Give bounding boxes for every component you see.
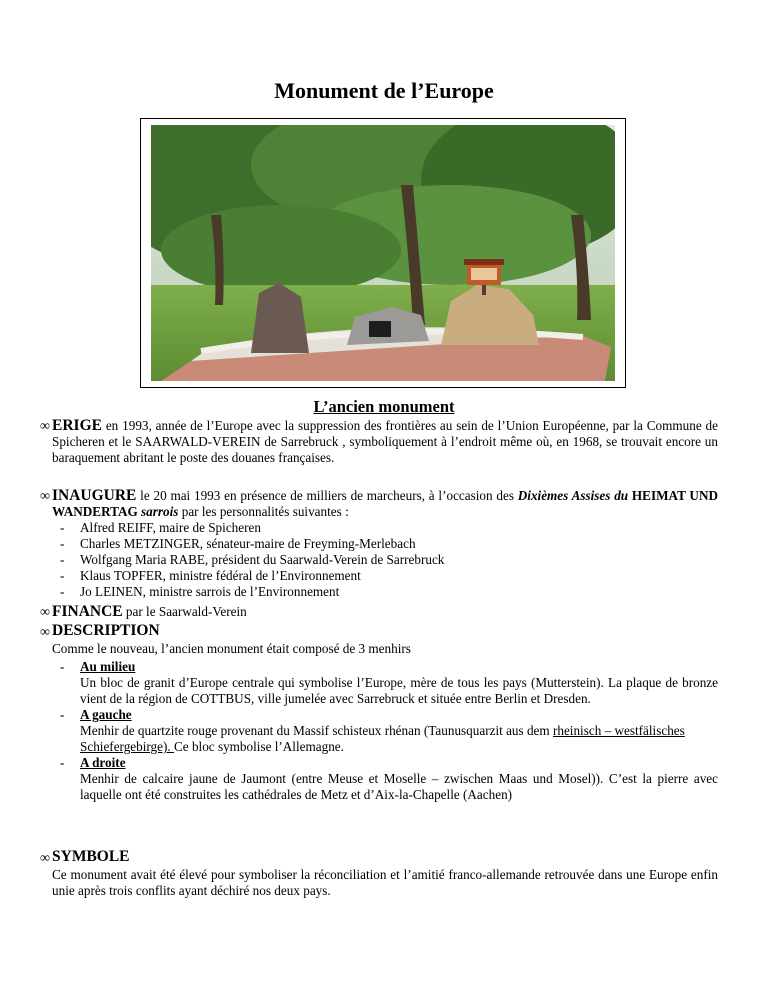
list-item: - Alfred REIFF, maire de Spicheren — [60, 520, 261, 535]
erige-text: en 1993, année de l’Europe avec la suppression des frontières au sein de l’Union Européenne, par la Commune de Spicheren et le SAARWALD-VEREIN de Sarrebruck , symboliquement à l’endroit même où, en 1968, se trouvait encore un baraquement abritant le poste des douanes françaises. — [52, 418, 718, 465]
inaugure-emphasis-1: Dixièmes Assises du — [517, 488, 629, 503]
monument-photo — [140, 118, 626, 388]
list-item: - Wolfgang Maria RABE, président du Saarwald-Verein de Sarrebruck — [60, 552, 445, 567]
finance-text: par le Saarwald-Verein — [122, 604, 247, 619]
list-item: - Klaus TOPFER, ministre fédéral de l’Environnement — [60, 568, 361, 583]
inaugure-emphasis-2: sarrois — [141, 504, 179, 519]
description-heading: DESCRIPTION — [52, 622, 160, 639]
inaugure-heading: INAUGURE — [52, 487, 137, 504]
section-inaugure — [52, 488, 718, 600]
erige-heading: ERIGE — [52, 417, 102, 434]
bullet-symbol: ∞ — [40, 851, 50, 866]
inaugure-text-2: par les personnalités suivantes : — [178, 504, 349, 519]
menhir-text: Un bloc de granit d’Europe centrale qui symbolise l’Europe, mère de tous les pays (Mutterstein). La plaque de bronze vient de la région de COTTBUS, ville jumelée avec Sarrebruck et située entre Berlin et Dresden. — [80, 675, 718, 706]
bullet-symbol: ∞ — [40, 605, 50, 620]
monument-photo-image — [151, 125, 615, 381]
inaugure-text-1: le 20 mai 1993 en présence de milliers de marcheurs, à l’occasion des — [136, 488, 518, 503]
section-description — [52, 623, 718, 803]
person-name: Alfred REIFF, maire de Spicheren — [80, 520, 261, 535]
person-name: Jo LEINEN, ministre sarrois de l’Environnement — [80, 584, 340, 599]
persons-list — [52, 520, 718, 600]
bullet-symbol: ∞ — [40, 419, 50, 434]
list-item: - Charles METZINGER, sénateur-maire de Freyming-Merlebach — [60, 536, 416, 551]
menhir-label: A droite — [80, 755, 126, 770]
person-name: Wolfgang Maria RABE, président du Saarwald-Verein de Sarrebruck — [80, 552, 445, 567]
person-name: Charles METZINGER, sénateur-maire de Freyming-Merlebach — [80, 536, 416, 551]
photo-caption: L’ancien monument — [313, 397, 455, 416]
menhir-label: Au milieu — [80, 659, 136, 674]
finance-heading: FINANCE — [52, 603, 123, 620]
menhirs-list — [52, 659, 718, 803]
list-item: - Au milieu Un bloc de granit d’Europe centrale qui symbolise l’Europe, mère de tous les pays (Mutterstein). La plaque de bronze vient de la région de COTTBUS, ville jumelée avec Sarrebruck et située entre Berlin et Dresden. — [60, 659, 718, 706]
inaugure-strong: HEIMAT UND WANDERTAG — [52, 488, 719, 519]
list-item: - Jo LEINEN, ministre sarrois de l’Environnement — [60, 584, 340, 599]
person-name: Klaus TOPFER, ministre fédéral de l’Environnement — [80, 568, 361, 583]
inaugure-paragraph — [52, 488, 718, 520]
menhir-text: Menhir de calcaire jaune de Jaumont (entre Meuse et Moselle – zwischen Maas und Mosel)). C’est la pierre avec laquelle ont été construites les cathédrales de Metz et d’Aix-la-Chapelle (Aachen) — [80, 771, 718, 802]
menhir-text: Menhir de quartzite rouge provenant du Massif schisteux rhénan (Taunusquarzit aus dem rheinisch – westfälisches Schiefergebirge). Ce bloc symbolise l’Allemagne. — [80, 723, 685, 754]
section-erige — [52, 418, 718, 466]
bullet-symbol: ∞ — [40, 625, 50, 640]
page-title: Monument de l’Europe — [274, 78, 494, 103]
description-intro: Comme le nouveau, l’ancien monument était composé de 3 menhirs — [52, 641, 411, 656]
list-item: - A droite Menhir de calcaire jaune de Jaumont (entre Meuse et Moselle – zwischen Maas und Mosel)). C’est la pierre avec laquelle ont été construites les cathédrales de Metz et d’Aix-la-Chapelle (Aachen) — [60, 755, 718, 802]
symbole-heading: SYMBOLE — [52, 848, 130, 865]
section-finance — [52, 604, 718, 620]
symbole-text: Ce monument avait été élevé pour symboliser la réconciliation et l’amitié franco-allemande retrouvée dans une Europe enfin unie après trois conflits ayant déchiré nos deux pays. — [52, 867, 718, 898]
bullet-symbol: ∞ — [40, 489, 50, 504]
menhir-label: A gauche — [80, 707, 132, 722]
section-symbole — [52, 849, 718, 899]
list-item: - A gauche Menhir de quartzite rouge provenant du Massif schisteux rhénan (Taunusquarzit aus dem rheinisch – westfälisches Schiefergebirge). Ce bloc symbolise l’Allemagne. — [52, 707, 718, 755]
